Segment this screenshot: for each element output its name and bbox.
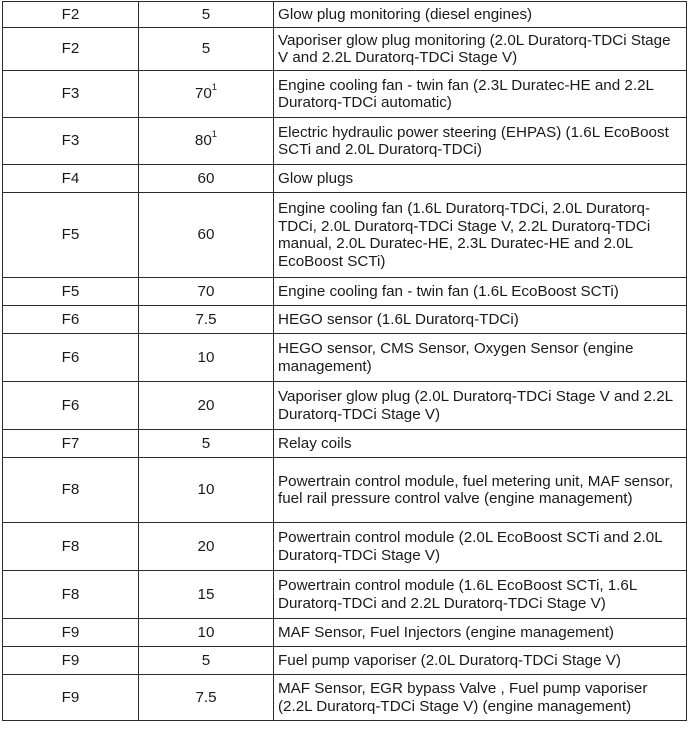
- fuse-rating: [139, 523, 274, 571]
- table-row: [3, 675, 687, 721]
- table-row: [3, 382, 687, 430]
- table-row: [3, 334, 687, 382]
- fuse-number: F9: [3, 619, 139, 647]
- fuse-number: F5: [3, 278, 139, 306]
- footnote-marker: 1: [211, 129, 218, 141]
- rating-value: 15: [197, 585, 215, 603]
- fuse-number: F3: [3, 71, 139, 118]
- protected-circuit: Vaporiser glow plug monitoring (2.0L Duratorq-TDCi Stage V and 2.2L Duratorq-TDCi Stage V): [274, 28, 687, 71]
- table-row: [3, 278, 687, 306]
- rating-value: 60: [197, 169, 215, 187]
- fuse-rating: [139, 675, 274, 721]
- rating-value: 5: [201, 5, 211, 23]
- protected-circuit: Glow plugs: [274, 165, 687, 193]
- fuse-rating: [139, 193, 274, 278]
- table-row: [3, 430, 687, 458]
- fuse-rating: [139, 165, 274, 193]
- protected-circuit: Fuel pump vaporiser (2.0L Duratorq-TDCi Stage V): [274, 647, 687, 675]
- rating-value: 70: [197, 282, 215, 300]
- fuse-rating: [139, 71, 274, 118]
- rating-value: 20: [197, 396, 215, 414]
- fuse-table: [2, 1, 687, 721]
- protected-circuit: Powertrain control module (2.0L EcoBoost SCTi and 2.0L Duratorq-TDCi Stage V): [274, 523, 687, 571]
- rating-value: 7.5: [195, 688, 217, 706]
- fuse-number: F8: [3, 571, 139, 619]
- table-row: [3, 647, 687, 675]
- protected-circuit: Powertrain control module (1.6L EcoBoost SCTi, 1.6L Duratorq-TDCi and 2.2L Duratorq-TDCi Stage V): [274, 571, 687, 619]
- table-row: [3, 193, 687, 278]
- fuse-number: F4: [3, 165, 139, 193]
- fuse-rating: [139, 278, 274, 306]
- fuse-number: F5: [3, 193, 139, 278]
- fuse-number: F6: [3, 334, 139, 382]
- table-row: [3, 28, 687, 71]
- protected-circuit: Engine cooling fan - twin fan (2.3L Duratec-HE and 2.2L Duratorq-TDCi automatic): [274, 71, 687, 118]
- fuse-rating: [139, 306, 274, 334]
- rating-value: 10: [197, 481, 215, 499]
- rating-value: 80: [194, 132, 212, 150]
- fuse-number: F2: [3, 28, 139, 71]
- rating-value: 10: [197, 348, 215, 366]
- table-row: [3, 2, 687, 28]
- rating-value: 5: [201, 651, 211, 669]
- protected-circuit: Glow plug monitoring (diesel engines): [274, 2, 687, 28]
- protected-circuit: MAF Sensor, EGR bypass Valve , Fuel pump vaporiser (2.2L Duratorq-TDCi Stage V) (engine management): [274, 675, 687, 721]
- protected-circuit: MAF Sensor, Fuel Injectors (engine management): [274, 619, 687, 647]
- rating-value: 5: [201, 434, 211, 452]
- table-row: [3, 118, 687, 165]
- fuse-rating: [139, 2, 274, 28]
- table-row: [3, 71, 687, 118]
- fuse-rating: [139, 430, 274, 458]
- protected-circuit: Powertrain control module, fuel metering unit, MAF sensor, fuel rail pressure control valve (engine management): [274, 458, 687, 523]
- fuse-number: F6: [3, 306, 139, 334]
- rating-value: 70: [194, 85, 212, 103]
- table-row: [3, 571, 687, 619]
- table-row: [3, 619, 687, 647]
- fuse-number: F6: [3, 382, 139, 430]
- fuse-number: F8: [3, 523, 139, 571]
- protected-circuit: Vaporiser glow plug (2.0L Duratorq-TDCi Stage V and 2.2L Duratorq-TDCi Stage V): [274, 382, 687, 430]
- fuse-rating: [139, 118, 274, 165]
- protected-circuit: Relay coils: [274, 430, 687, 458]
- rating-value: 10: [197, 623, 215, 641]
- table-row: [3, 306, 687, 334]
- protected-circuit: HEGO sensor, CMS Sensor, Oxygen Sensor (engine management): [274, 334, 687, 382]
- fuse-rating: [139, 619, 274, 647]
- rating-value: 20: [197, 537, 215, 555]
- protected-circuit: Engine cooling fan - twin fan (1.6L EcoBoost SCTi): [274, 278, 687, 306]
- rating-value: 7.5: [195, 310, 217, 328]
- fuse-number: F7: [3, 430, 139, 458]
- table-row: [3, 458, 687, 523]
- fuse-rating: [139, 458, 274, 523]
- fuse-number: F9: [3, 675, 139, 721]
- rating-value: 60: [197, 226, 215, 244]
- rating-value: 5: [201, 40, 211, 58]
- fuse-number: F8: [3, 458, 139, 523]
- protected-circuit: Electric hydraulic power steering (EHPAS) (1.6L EcoBoost SCTi and 2.0L Duratorq-TDCi): [274, 118, 687, 165]
- fuse-rating: [139, 571, 274, 619]
- protected-circuit: HEGO sensor (1.6L Duratorq-TDCi): [274, 306, 687, 334]
- fuse-rating: [139, 647, 274, 675]
- fuse-number: F9: [3, 647, 139, 675]
- footnote-marker: 1: [211, 82, 218, 94]
- fuse-number: F3: [3, 118, 139, 165]
- table-row: [3, 523, 687, 571]
- fuse-rating: [139, 28, 274, 71]
- table-row: [3, 165, 687, 193]
- fuse-number: F2: [3, 2, 139, 28]
- fuse-rating: [139, 334, 274, 382]
- fuse-rating: [139, 382, 274, 430]
- protected-circuit: Engine cooling fan (1.6L Duratorq-TDCi, 2.0L Duratorq-TDCi, 2.0L Duratorq-TDCi Stage V, 2.2L Duratorq-TDCi manual, 2.0L Duratec-HE, 2.3L Duratec-HE and 2.0L EcoBoost SCTi): [274, 193, 687, 278]
